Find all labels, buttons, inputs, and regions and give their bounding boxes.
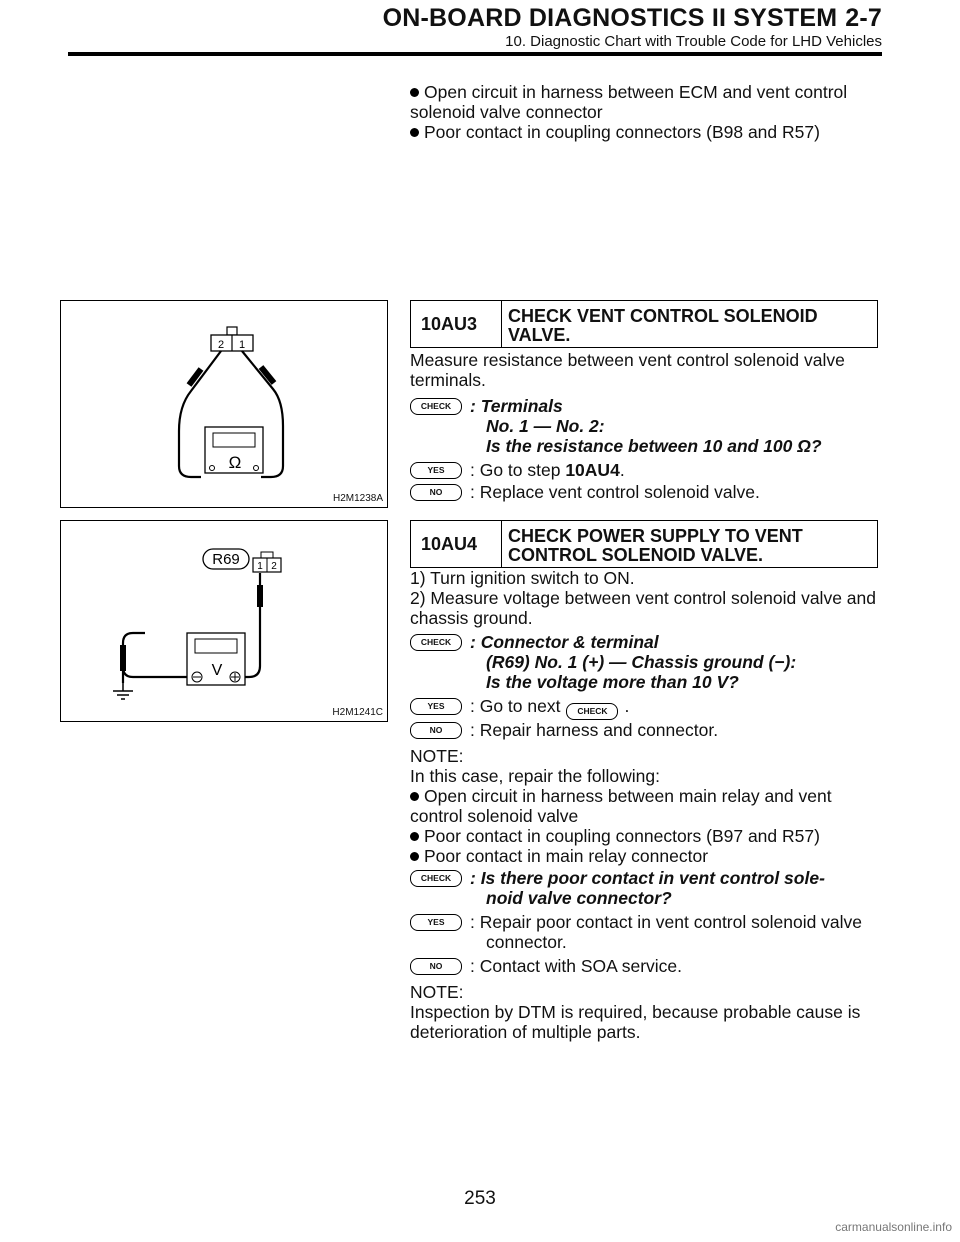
step4-instructions: 1) Turn ignition switch to ON. 2) Measure voltage between vent control solenoid valve and chassis ground. bbox=[410, 568, 876, 628]
pin-label: 1 bbox=[238, 339, 246, 351]
figure-label: H2M1238A bbox=[332, 493, 383, 504]
check-badge-icon: CHECK bbox=[410, 870, 462, 887]
intro-bullet: Poor contact in coupling connectors (B98 and R57) bbox=[410, 122, 880, 142]
check-text: : Terminals No. 1 — No. 2: Is the resistance between 10 and 100 Ω? bbox=[470, 396, 822, 456]
check-text: : Connector & terminal (R69) No. 1 (+) — Chassis ground (−): Is the voltage more than 10 V? bbox=[470, 632, 797, 692]
voltmeter-diagram bbox=[61, 521, 387, 721]
note-bullet: Poor contact in main relay connector bbox=[410, 846, 880, 866]
yes-text: : Go to step 10AU4. bbox=[470, 460, 625, 480]
no-text: : Contact with SOA service. bbox=[470, 956, 683, 976]
intro-bullet: Open circuit in harness between ECM and vent control solenoid valve connector bbox=[410, 82, 848, 122]
no-row bbox=[410, 720, 880, 740]
bullet-icon bbox=[410, 88, 419, 97]
step-title: CHECK POWER SUPPLY TO VENT CONTROL SOLENOID VALVE. bbox=[508, 526, 803, 565]
step-number: 10AU3 bbox=[411, 301, 502, 347]
yes-badge-icon: YES bbox=[410, 698, 462, 715]
connector-label: R69 bbox=[212, 551, 240, 568]
yes-badge-icon: YES bbox=[410, 462, 462, 479]
ohmmeter-diagram bbox=[61, 301, 387, 507]
step-number: 10AU4 bbox=[411, 521, 502, 567]
note-block: NOTE: In this case, repair the following: Open circuit in harness between main relay and vent control solenoid valve Poor contact in coupling connectors (B97 and R57) Poor contact in main relay connector bbox=[410, 746, 880, 866]
figure-ohmmeter bbox=[60, 300, 388, 508]
yes-badge-icon: YES bbox=[410, 914, 462, 931]
bullet-icon bbox=[410, 792, 419, 801]
yes-row bbox=[410, 460, 880, 480]
bullet-icon bbox=[410, 852, 419, 861]
no-row bbox=[410, 956, 880, 976]
header-rule bbox=[68, 52, 882, 56]
bullet-icon bbox=[410, 832, 419, 841]
step-title: CHECK VENT CONTROL SOLENOID VALVE. bbox=[508, 306, 818, 345]
watermark: carmanualsonline.info bbox=[835, 1220, 952, 1234]
note-bullet: Open circuit in harness between main relay and vent control solenoid valve bbox=[410, 786, 832, 826]
no-text: : Replace vent control solenoid valve. bbox=[470, 482, 760, 502]
check-row bbox=[410, 632, 880, 692]
step-header-10au4 bbox=[410, 520, 878, 568]
yes-row bbox=[410, 696, 880, 720]
figure-label: H2M1241C bbox=[332, 707, 383, 718]
check-badge-icon: CHECK bbox=[566, 703, 618, 720]
page-header-subtitle: 10. Diagnostic Chart with Trouble Code for LHD Vehicles bbox=[505, 33, 882, 50]
volt-symbol: V bbox=[211, 662, 223, 679]
yes-text: : Repair poor contact in vent control solenoid valve connector. bbox=[470, 912, 863, 952]
note2-block: NOTE: Inspection by DTM is required, because probable cause is deterioration of multiple parts. bbox=[410, 982, 861, 1042]
ohm-symbol: Ω bbox=[228, 453, 242, 472]
page-header-title: ON-BOARD DIAGNOSTICS II SYSTEM 2-7 bbox=[382, 4, 882, 32]
note-bullet: Poor contact in coupling connectors (B97 and R57) bbox=[410, 826, 880, 846]
no-badge-icon: NO bbox=[410, 958, 462, 975]
yes-text: : Go to next CHECK . bbox=[462, 696, 629, 720]
pin-label: 1 bbox=[257, 561, 263, 572]
step3-description: Measure resistance between vent control solenoid valve terminals. bbox=[410, 350, 845, 390]
no-text: : Repair harness and connector. bbox=[470, 720, 719, 740]
check-text: : Is there poor contact in vent control sole- noid valve connector? bbox=[470, 868, 825, 908]
no-badge-icon: NO bbox=[410, 722, 462, 739]
yes-row bbox=[410, 912, 880, 952]
no-badge-icon: NO bbox=[410, 484, 462, 501]
check-row bbox=[410, 396, 880, 456]
page-number: 253 bbox=[464, 1188, 496, 1209]
no-row bbox=[410, 482, 880, 502]
pin-label: 2 bbox=[271, 561, 277, 572]
bullet-icon bbox=[410, 128, 419, 137]
check-badge-icon: CHECK bbox=[410, 398, 462, 415]
intro-bullets bbox=[410, 82, 880, 142]
pin-label: 2 bbox=[217, 339, 225, 351]
check-row bbox=[410, 868, 880, 908]
step-header-10au3 bbox=[410, 300, 878, 348]
figure-voltmeter bbox=[60, 520, 388, 722]
check-badge-icon: CHECK bbox=[410, 634, 462, 651]
